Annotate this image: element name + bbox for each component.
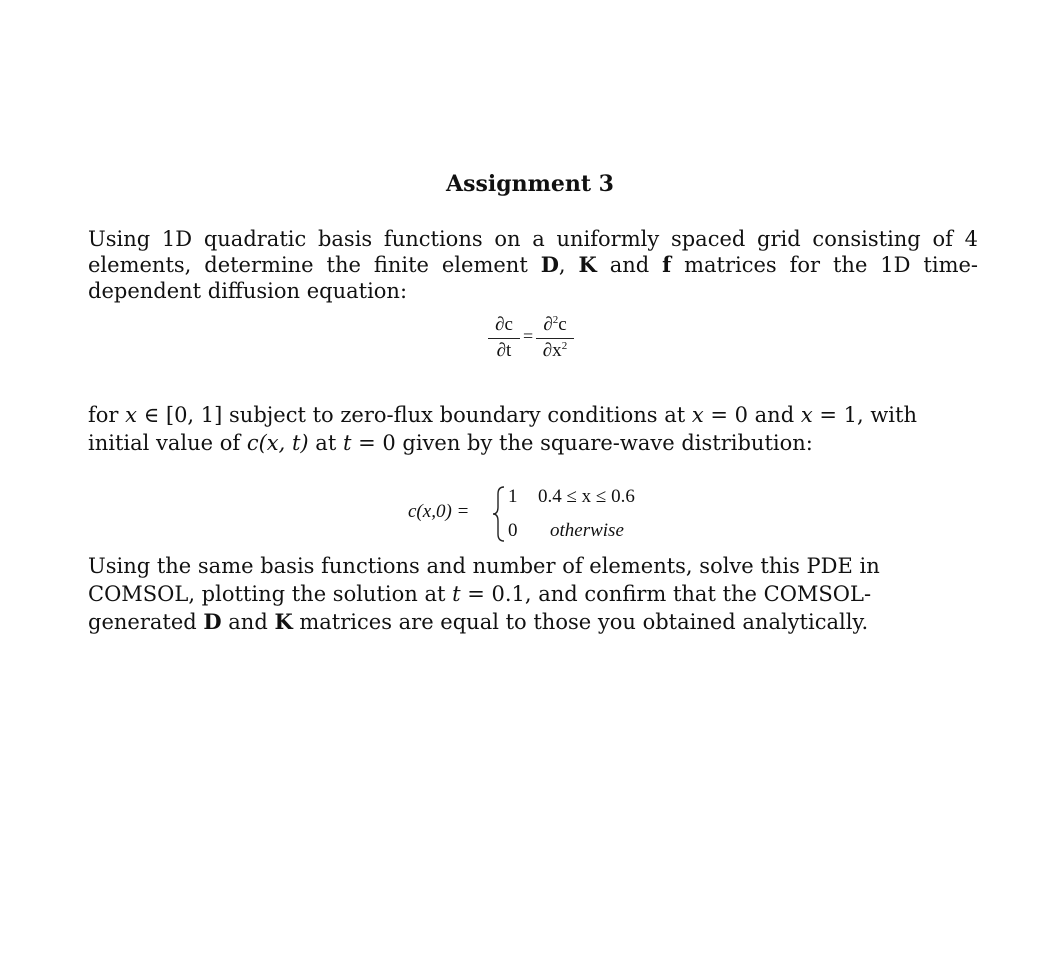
matrix-d-label: D <box>203 609 222 634</box>
closing-text-3: and <box>221 610 275 634</box>
conditions-text-4: = 1, with initial value of <box>88 403 917 455</box>
intro-sep-1: , <box>558 253 579 277</box>
left-brace-icon <box>492 486 506 542</box>
fraction-bar <box>488 338 520 339</box>
rhs-num-partial: ∂ <box>543 314 553 335</box>
closing-text-2: = 0.1, and confirm that the COMSOL-generated <box>88 582 872 634</box>
intro-paragraph <box>88 226 978 304</box>
initial-condition-lhs: c(x,0) = <box>408 501 470 522</box>
rhs-den-exponent: 2 <box>561 340 568 352</box>
case2-value: 0 <box>508 520 518 541</box>
conditions-text-1: for <box>88 403 126 427</box>
initial-condition-equation <box>408 482 668 548</box>
var-x: x <box>691 403 704 427</box>
intro-sep-2: and <box>596 253 663 277</box>
case1-value: 1 <box>508 486 518 507</box>
var-t: t <box>342 431 352 455</box>
rhs-numerator <box>536 314 574 336</box>
equals-sign: = <box>523 326 534 346</box>
rhs-den-partial: ∂x <box>542 340 562 361</box>
vector-f-label: f <box>662 252 672 277</box>
closing-text-1: Using the same basis functions and number of elements, solve this PDE in COMSOL, plotting the solution at <box>88 554 880 606</box>
intro-text-2: matrices for the 1D time-dependent diffusion equation: <box>88 253 979 303</box>
conditions-text-5: at <box>308 431 343 455</box>
conditions-text-2: ∈ [0, 1] subject to zero-flux boundary conditions at <box>136 403 692 427</box>
conditions-text-6: = 0 given by the square-wave distribution: <box>351 431 813 455</box>
lhs-denominator: ∂t <box>496 340 512 361</box>
closing-text-4: matrices are equal to those you obtained analytically. <box>292 610 869 634</box>
intro-text-1: Using 1D quadratic basis functions on a uniformly spaced grid consisting of 4 elements, determine the finite element <box>88 227 978 277</box>
rhs-denominator <box>536 340 574 362</box>
matrix-d-label: D <box>540 252 559 277</box>
conditions-paragraph <box>88 401 978 457</box>
rhs-num-exponent: 2 <box>552 314 559 326</box>
page-title: Assignment 3 <box>446 171 614 197</box>
var-cxt: c(x, t) <box>246 431 309 455</box>
rhs-fraction <box>536 314 574 362</box>
diffusion-equation <box>488 314 588 370</box>
matrix-k-label: K <box>578 252 597 277</box>
var-t: t <box>452 582 461 606</box>
matrix-k-label: K <box>274 609 293 634</box>
case1-condition: 0.4 ≤ x ≤ 0.6 <box>538 486 635 507</box>
var-x: x <box>125 403 137 427</box>
lhs-numerator: ∂c <box>495 314 513 335</box>
var-x: x <box>800 403 813 427</box>
fraction-bar <box>536 338 574 339</box>
conditions-text-3: = 0 and <box>703 403 801 427</box>
lhs-fraction <box>488 314 520 362</box>
case2-condition: otherwise <box>550 520 624 541</box>
rhs-num-var: c <box>558 314 567 335</box>
closing-paragraph <box>88 552 978 636</box>
